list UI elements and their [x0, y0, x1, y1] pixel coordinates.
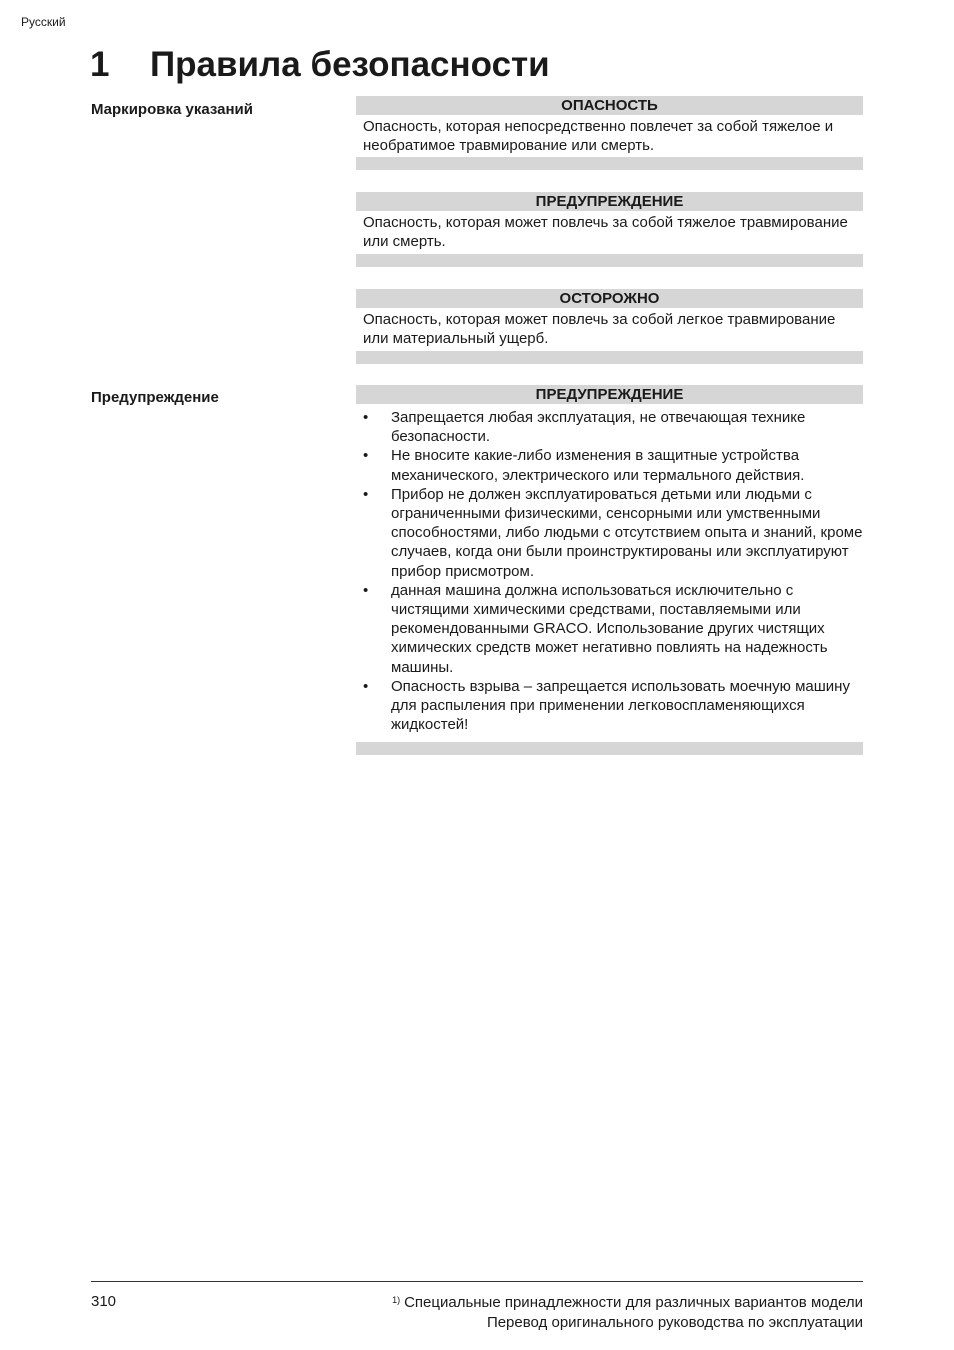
- footnote: [392, 1293, 863, 1313]
- safety-warning-notice: [356, 385, 863, 755]
- safety-warning-heading: ПРЕДУПРЕЖДЕНИЕ: [356, 385, 863, 404]
- warning-section-label: Предупреждение: [91, 389, 219, 406]
- safety-warning-list: [356, 408, 863, 734]
- warning-text: Опасность, которая может повлечь за собой тяжелое травмирование или смерть.: [363, 214, 848, 251]
- manual-note: Перевод оригинального руководства по эксплуатации: [486, 1314, 863, 1331]
- list-item-text: Прибор не должен эксплуатироваться детьми или людьми с ограниченными физическими, сенсорными или умственными способностями, либо людьми с отсутствием опыта и знаний, кроме случаев, когда они были проинструктированы или эксплуатируют прибор присмотром.: [391, 485, 863, 580]
- list-item-text: данная машина должна использоваться исключительно с чистящими химическими средствами, поставляемыми или рекомендованными GRACO. Использование других чистящих химических средств может негативно повлиять на надежность машины.: [391, 581, 828, 676]
- list-item: [363, 408, 863, 446]
- notice-footer-bar: [356, 254, 863, 267]
- list-item: [363, 581, 863, 677]
- list-item: [363, 446, 863, 484]
- chapter-number: 1: [90, 45, 110, 84]
- chapter-title: [90, 44, 550, 86]
- list-item-text: Не вносите какие-либо изменения в защитные устройства механического, электрического или термального действия.: [391, 447, 805, 484]
- chapter-title-text: Правила безопасности: [150, 45, 550, 84]
- bullet-icon: •: [363, 677, 369, 695]
- footer-divider: [91, 1281, 863, 1282]
- language-label: Русский: [21, 15, 66, 29]
- caution-heading: ОСТОРОЖНО: [356, 289, 863, 308]
- caution-notice: [356, 289, 863, 364]
- notice-footer-bar: [356, 351, 863, 364]
- caution-text: Опасность, которая может повлечь за собой легкое травмирование или материальный ущерб.: [363, 311, 836, 348]
- list-item: [363, 677, 863, 735]
- bullet-icon: •: [363, 447, 369, 465]
- footnote-text: Специальные принадлежности для различных вариантов модели: [404, 1294, 863, 1311]
- notice-footer-bar: [356, 742, 863, 755]
- warning-heading: ПРЕДУПРЕЖДЕНИЕ: [356, 192, 863, 211]
- danger-text: Опасность, которая непосредственно повлечет за собой тяжелое и необратимое травмирование или смерть.: [363, 118, 834, 155]
- danger-notice: [356, 96, 863, 170]
- list-item-text: Запрещается любая эксплуатация, не отвечающая технике безопасности.: [391, 409, 806, 446]
- bullet-icon: •: [363, 409, 369, 426]
- footer-notes: [392, 1293, 863, 1333]
- page-number: 310: [91, 1293, 117, 1310]
- notice-footer-bar: [356, 157, 863, 170]
- warning-notice: [356, 192, 863, 267]
- list-item-text: Опасность взрыва – запрещается использовать моечную машину для распыления при применении легковоспламеняющихся жидкостей!: [391, 677, 850, 734]
- list-item: [363, 485, 863, 581]
- danger-heading: ОПАСНОСТЬ: [356, 96, 863, 115]
- safety-warning-body: [356, 404, 863, 742]
- bullet-icon: •: [363, 581, 369, 599]
- bullet-icon: •: [363, 485, 369, 503]
- footnote-marker: 1): [392, 1295, 401, 1305]
- marking-section-label: Маркировка указаний: [91, 101, 253, 118]
